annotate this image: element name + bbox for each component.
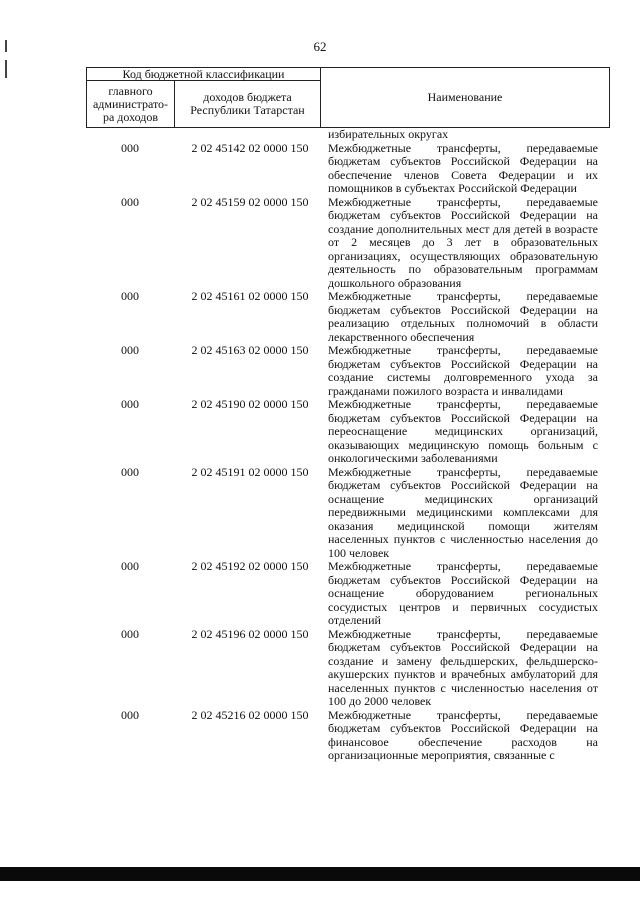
income-name: Межбюджетные трансферты, передаваемые бюджетам субъектов Российской Федерации на создание дополнительных мест для детей в возрасте от 2 месяцев до 3 лет в образовательных организациях, осуществляющих образовательную деятельность по образовательным программам дошкольного образования [328,194,598,290]
income-name: Межбюджетные трансферты, передаваемые бюджетам субъектов Российской Федерации на финансовое обеспечение расходов на организационные мероприятия, связанные с [328,707,598,762]
income-code: 2 02 45159 02 0000 150 [191,194,309,209]
header-admin: главного администрато-ра доходов [87,81,175,128]
table-row [86,466,610,561]
admin-code: 000 [121,626,139,641]
classification-rows [86,128,610,763]
header-group-label: Код бюджетной классификации [87,68,321,81]
classification-header-table [86,67,610,128]
continuation-text: избирательных округах [328,127,449,141]
income-code: 2 02 45192 02 0000 150 [191,559,309,573]
table-row [86,142,610,196]
income-name: Межбюджетные трансферты, передаваемые бюджетам субъектов Российской Федерации на переоснащение медицинских организаций, оказывающих медицинскую помощь больным с онкологическими заболеваниями [328,397,598,465]
income-name: Межбюджетные трансферты, передаваемые бюджетам субъектов Российской Федерации на обеспечение членов Совета Федерации и их помощников в субъектах Российской Федерации [328,140,598,195]
income-code: 2 02 45216 02 0000 150 [191,707,309,722]
income-name: Межбюджетные трансферты, передаваемые бюджетам субъектов Российской Федерации на создание и замену фельдшерских, фельдшерско-акушерских пунктов и врачебных амбулаторий для населенных пунктов с численностью населения от 100 до 2000 человек [328,626,598,708]
scan-bottom-bar [0,867,640,881]
admin-code: 000 [121,559,139,573]
income-code: 2 02 45190 02 0000 150 [191,397,309,411]
header-income: доходов бюджета Республики Татарстан [175,81,321,128]
table-row [86,560,610,628]
table-row [86,290,610,344]
page-number: 62 [313,39,327,54]
table-row [86,709,610,763]
admin-code: 000 [121,140,139,155]
income-code: 2 02 45163 02 0000 150 [191,343,309,357]
admin-code: 000 [121,397,139,411]
scan-edge-mark [5,40,7,52]
admin-code: 000 [121,343,139,357]
table-row [86,628,610,709]
admin-code: 000 [121,707,139,722]
header-name: Наименование [321,68,610,128]
income-name: Межбюджетные трансферты, передаваемые бюджетам субъектов Российской Федерации на реализацию отдельных полномочий в области лекарственного обеспечения [328,289,598,344]
table-row [86,196,610,291]
scan-edge-mark [5,60,7,78]
income-code: 2 02 45161 02 0000 150 [191,289,309,303]
income-code: 2 02 45191 02 0000 150 [191,464,309,479]
income-name: Межбюджетные трансферты, передаваемые бюджетам субъектов Российской Федерации на создание системы долговременного ухода за гражданами пожилого возраста и инвалидами [328,343,598,398]
admin-code: 000 [121,194,139,209]
income-code: 2 02 45196 02 0000 150 [191,626,309,641]
admin-code: 000 [121,289,139,303]
income-name: Межбюджетные трансферты, передаваемые бюджетам субъектов Российской Федерации на оснащение медицинских организаций передвижными медицинскими комплексами для оказания медицинской помощи жителям населенных пунктов с численностью населения до 100 человек [328,464,598,560]
income-code: 2 02 45142 02 0000 150 [191,140,309,155]
table-row [86,398,610,466]
admin-code: 000 [121,464,139,479]
income-name: Межбюджетные трансферты, передаваемые бюджетам субъектов Российской Федерации на оснащение оборудованием региональных сосудистых центров и первичных сосудистых отделений [328,559,598,627]
table-row [86,344,610,398]
